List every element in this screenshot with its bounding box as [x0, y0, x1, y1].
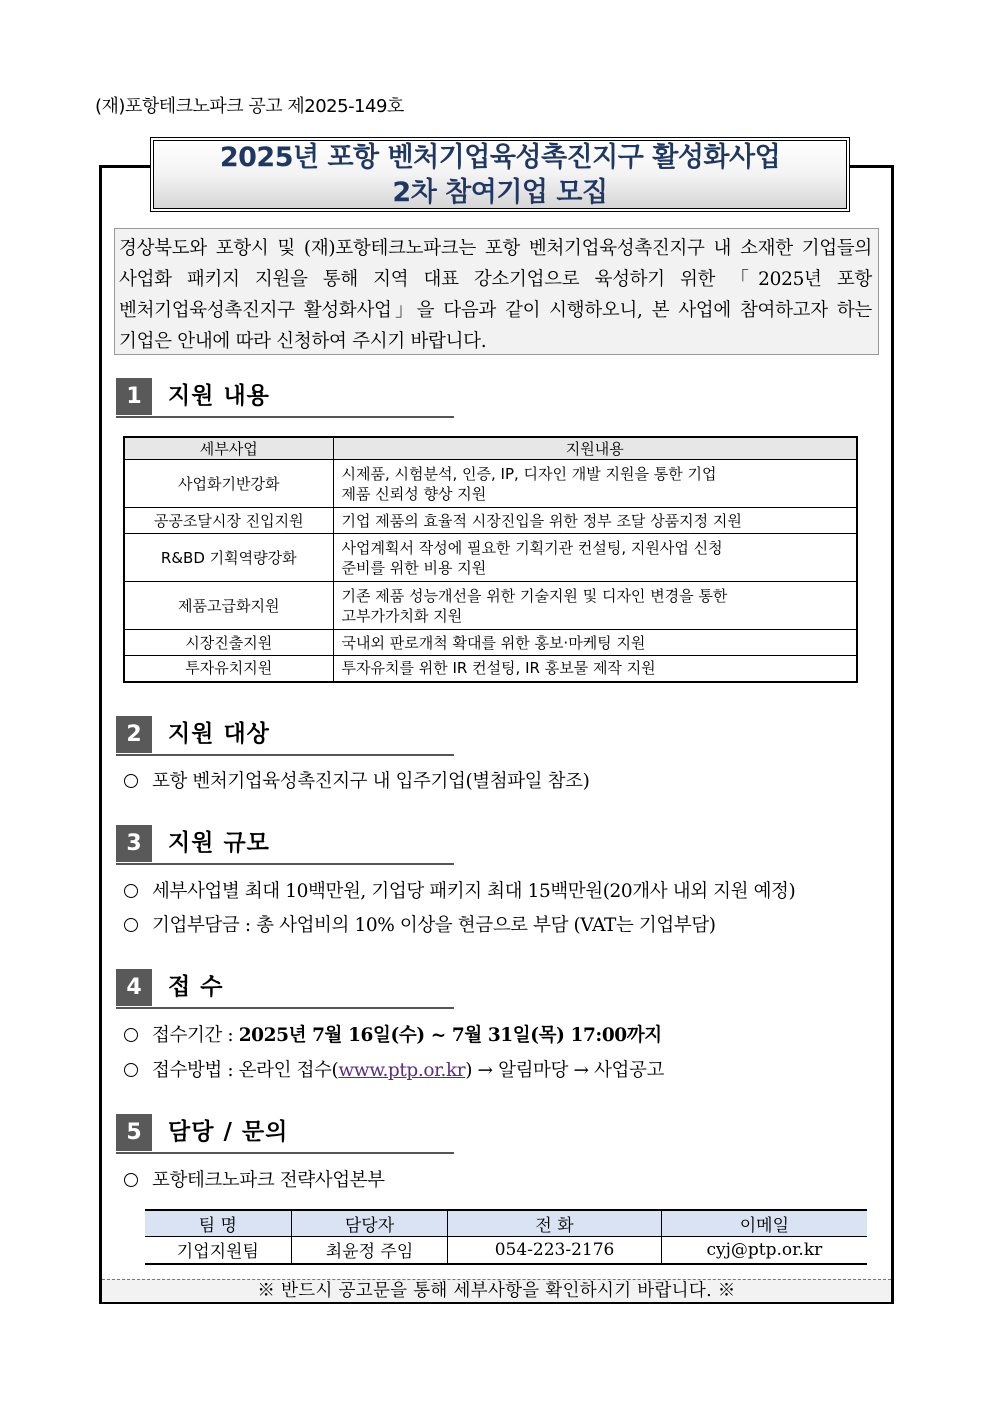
table-row — [124, 656, 857, 682]
contact-table — [145, 1209, 867, 1265]
column-header: 지원내용 — [333, 437, 857, 460]
email-cell[interactable]: cyj@ptp.or.kr — [661, 1237, 867, 1264]
period-value: 2025년 7월 16일(수) ~ 7월 31일(목) 17:00까지 — [238, 1025, 662, 1046]
circle-bullet-icon — [124, 918, 138, 932]
description-cell — [333, 534, 857, 582]
title-line-1: 2025년 포항 벤처기업육성촉진지구 활성화사업 — [219, 141, 781, 173]
target-item — [124, 768, 589, 796]
circle-bullet-icon — [124, 1173, 138, 1187]
description-line: 시제품, 시험분석, 인증, IP, 디자인 개발 지원을 통한 기업 — [341, 464, 717, 483]
scale-text: 세부사업별 최대 10백만원, 기업당 패키지 최대 15백만원(20개사 내외 지원 예정) — [152, 881, 796, 902]
description-cell — [333, 630, 857, 656]
table-row — [124, 630, 857, 656]
intro-paragraph: 경상북도와 포항시 및 (재)포항테크노파크는 포항 벤처기업육성촉진지구 내 소재한 기업들의 사업화 패키지 지원을 통해 지역 대표 강소기업으로 육성하기 위한 「2025년 포항 벤처기업육성촉진지구 활성화사업」을 다음과 같이 시행하오니, 본 사업에 참여하고자 하는 기업은 안내에 따라 신청하여 주시기 바랍니다. — [114, 228, 879, 355]
description-line: 기존 제품 성능개선을 위한 기술지원 및 디자인 변경을 통한 — [341, 586, 728, 605]
column-header: 세부사업 — [124, 437, 333, 460]
description-line: 기업 제품의 효율적 시장진입을 위한 정부 조달 상품지정 지원 — [341, 511, 742, 530]
period-label: 접수기간 : — [152, 1025, 239, 1046]
section-title: 지원 규모 — [168, 830, 270, 856]
target-text: 포항 벤처기업육성촉진지구 내 입주기업(별첨파일 참조) — [152, 771, 590, 792]
reception-period — [124, 1022, 662, 1050]
section-1-header — [116, 378, 454, 418]
notice-number: (재)포항테크노파크 공고 제2025-149호 — [95, 96, 404, 117]
method-label: 접수방법 : 온라인 접수( — [152, 1060, 339, 1081]
section-number: 2 — [116, 716, 152, 753]
contact-row — [145, 1237, 867, 1264]
table-row — [124, 582, 857, 630]
circle-bullet-icon — [124, 1028, 138, 1042]
section-rule — [116, 863, 454, 865]
method-rest: ) → 알림마당 → 사업공고 — [465, 1060, 664, 1081]
support-content-table — [123, 436, 858, 683]
column-header: 이메일 — [661, 1210, 867, 1237]
column-header: 팀 명 — [145, 1210, 291, 1237]
program-cell: 시장진출지원 — [124, 630, 333, 656]
section-number: 5 — [116, 1114, 152, 1151]
title-box — [150, 137, 850, 212]
team-cell: 기업지원팀 — [145, 1237, 291, 1264]
description-line: 제품 신뢰성 향상 지원 — [341, 484, 487, 503]
section-rule — [116, 416, 454, 418]
org-text: 포항테크노파크 전략사업본부 — [152, 1170, 385, 1191]
section-title: 접 수 — [168, 974, 224, 1000]
section-number: 4 — [116, 969, 152, 1006]
table-row — [124, 508, 857, 534]
footer-note: ※ 반드시 공고문을 통해 세부사항을 확인하시기 바랍니다. ※ — [102, 1279, 891, 1302]
section-4-header — [116, 969, 454, 1009]
program-cell: R&BD 기획역량강화 — [124, 534, 333, 582]
table-row — [124, 460, 857, 508]
section-title: 담당 / 문의 — [168, 1119, 289, 1145]
program-cell: 제품고급화지원 — [124, 582, 333, 630]
circle-bullet-icon — [124, 1063, 138, 1077]
person-cell: 최윤정 주임 — [291, 1237, 448, 1264]
column-header: 전 화 — [448, 1210, 661, 1237]
column-header: 담당자 — [291, 1210, 448, 1237]
description-cell — [333, 460, 857, 508]
circle-bullet-icon — [124, 774, 138, 788]
table-header-row — [124, 437, 857, 460]
scale-item — [124, 912, 716, 940]
description-line: 고부가가치화 지원 — [341, 606, 463, 625]
section-rule — [116, 1007, 454, 1009]
title-line-2: 2차 참여기업 모집 — [392, 176, 608, 208]
description-line: 준비를 위한 비용 지원 — [341, 558, 487, 577]
section-5-header — [116, 1114, 454, 1154]
contact-header-row — [145, 1210, 867, 1237]
description-cell — [333, 582, 857, 630]
program-cell: 투자유치지원 — [124, 656, 333, 682]
reception-method — [124, 1057, 664, 1085]
section-3-header — [116, 825, 454, 865]
contact-org — [124, 1167, 385, 1195]
website-link[interactable]: www.ptp.or.kr — [338, 1060, 466, 1081]
title-inner — [153, 140, 847, 209]
section-number: 3 — [116, 825, 152, 862]
description-line: 투자유치를 위한 IR 컨설팅, IR 홍보물 제작 지원 — [341, 659, 656, 678]
section-title: 지원 대상 — [168, 721, 270, 747]
section-2-header — [116, 716, 454, 756]
scale-item — [124, 878, 795, 906]
phone-cell: 054-223-2176 — [448, 1237, 661, 1264]
description-line: 국내외 판로개척 확대를 위한 홍보·마케팅 지원 — [341, 633, 646, 652]
section-title: 지원 내용 — [168, 383, 270, 409]
program-cell: 공공조달시장 진입지원 — [124, 508, 333, 534]
description-line: 사업계획서 작성에 필요한 기획기관 컨설팅, 지원사업 신청 — [341, 538, 723, 557]
description-cell — [333, 508, 857, 534]
program-cell: 사업화기반강화 — [124, 460, 333, 508]
table-row — [124, 534, 857, 582]
section-rule — [116, 1152, 454, 1154]
description-cell — [333, 656, 857, 682]
section-rule — [116, 754, 454, 756]
circle-bullet-icon — [124, 884, 138, 898]
scale-text: 기업부담금 : 총 사업비의 10% 이상을 현금으로 부담 (VAT는 기업부담) — [152, 915, 716, 936]
section-number: 1 — [116, 378, 152, 415]
